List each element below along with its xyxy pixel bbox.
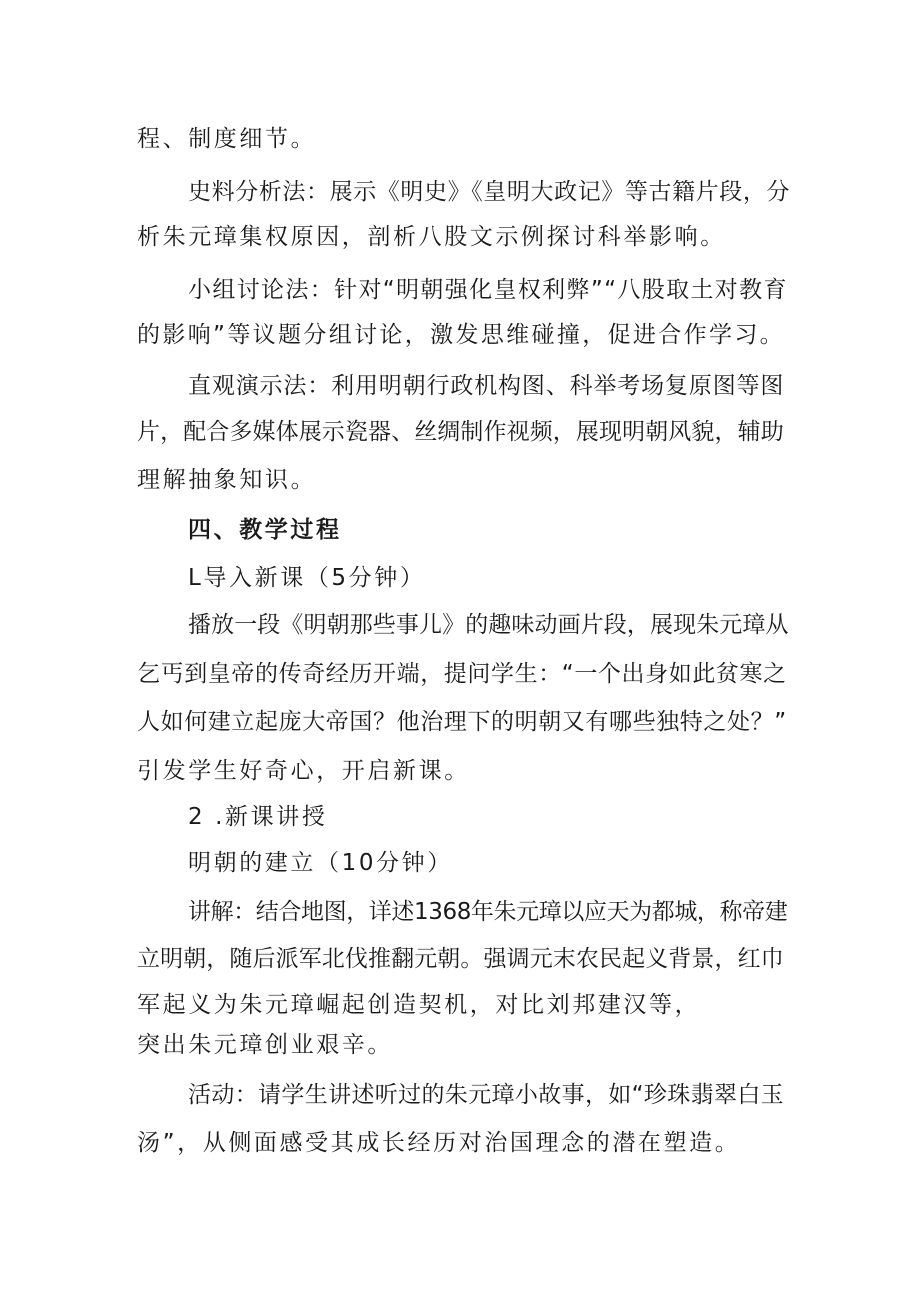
section-heading: 四、教学过程 <box>188 517 342 543</box>
paragraph-line: 立明朝，随后派军北伐推翻元朝。强调元末农民起义背景，红巾 <box>137 946 784 972</box>
paragraph-line: 析朱元璋集权原因，剖析八股文示例探讨科举影响。 <box>137 224 726 250</box>
paragraph-line: 小组讨论法：针对“明朝强化皇权利弊”“八股取土对教育 <box>188 277 788 303</box>
paragraph-line: 直观演示法：利用明朝行政机构图、科举考场复原图等图 <box>188 373 785 399</box>
paragraph-line: 程、制度细节。 <box>137 126 317 152</box>
subsection-heading: 明朝的建立（10分钟） <box>188 850 453 876</box>
paragraph-line: 活动：请学生讲述听过的朱元璋小故事，如“珍珠翡翠白玉 <box>188 1082 785 1108</box>
paragraph-line: 引发学生好奇心，开启新课。 <box>137 758 470 784</box>
subsection-heading: L导入新课（5分钟） <box>188 565 426 591</box>
paragraph-line: 片，配合多媒体展示瓷器、丝绸制作视频，展现明朝风貌，辅助 <box>137 419 784 445</box>
paragraph-line: 人如何建立起庞大帝国？他治理下的明朝又有哪些独特之处？” <box>137 709 787 735</box>
paragraph-line: 汤”，从侧面感受其成长经历对治国理念的潜在塑造。 <box>137 1130 741 1156</box>
paragraph-line: 乞丐到皇帝的传奇经历开端，提问学生：“一个出身如此贫寒之 <box>137 661 787 687</box>
paragraph-line: 播放一段《明朝那些事儿》的趣味动画片段，展现朱元璋从 <box>188 612 789 638</box>
paragraph-line: 突出朱元璋创业艰辛。 <box>137 1032 393 1058</box>
paragraph-line: 理解抽象知识。 <box>137 467 317 493</box>
paragraph-line: 史料分析法：展示《明史》《皇明大政记》等古籍片段，分 <box>188 179 791 205</box>
paragraph-line: 军起义为朱元璋崛起创造契机，对比刘邦建汉等， <box>137 992 701 1018</box>
paragraph-line: 的影响”等议题分组讨论，激发思维碰撞，促进合作学习。 <box>137 322 786 348</box>
subsection-heading: 2 .新课讲授 <box>188 804 328 830</box>
paragraph-line: 讲解：结合地图，详述1368年朱元璋以应天为都城，称帝建 <box>188 899 788 925</box>
